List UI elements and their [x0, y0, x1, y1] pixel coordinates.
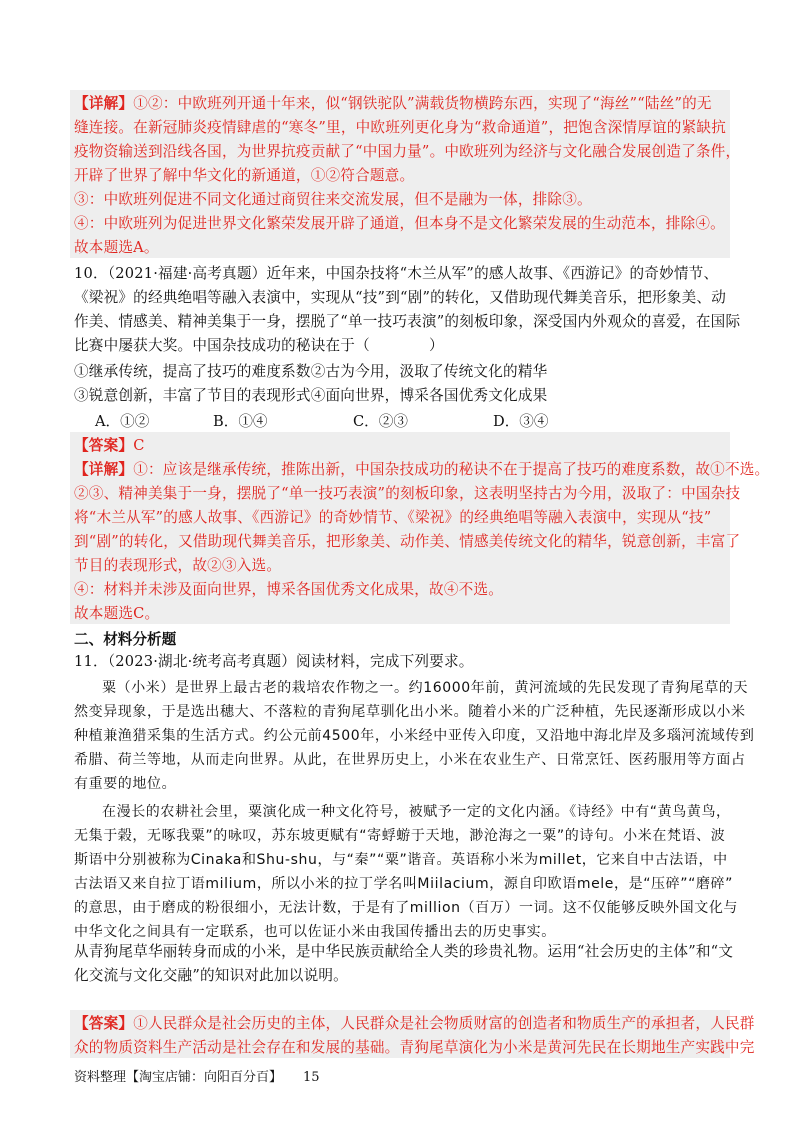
detail-line: 开辟了世界了解中华文化的新通道，①②符合题意。: [74, 167, 415, 184]
detail-10-line: 【详解】①：应该是继承传统，推陈出新，中国杂技成功的秘诀不在于提高了技巧的难度系数，故①不选。: [74, 461, 770, 478]
material-paragraph-1: 希腊、荷兰等地，从而走向世界。从此，在世界历史上，小米在农业生产、日常烹饪、医药服用等方面占: [74, 752, 746, 768]
option-c: C．②③: [353, 413, 408, 430]
material-paragraph-1: 有重要的地位。: [74, 776, 177, 792]
detail-10-line: 将“木兰从军”的感人故事、《西游记》的奇妙情节、《梁祝》的经典绝唱等融入表演中，实现从“技”: [74, 509, 712, 526]
option-d: D．③④: [493, 413, 549, 430]
detail-line: 缝连接。在新冠肺炎疫情肆虐的“寒冬”里，中欧班列更化身为“救命通道”，把饱含深情厚谊的紧缺抗: [74, 119, 726, 136]
question-11-ask: 从青狗尾草华丽转身而成的小米，是中华民族贡献给全人类的珍贵礼物。运用“社会历史的主体”和“文: [74, 943, 734, 960]
question-10-statement: ①继承传统，提高了技巧的难度系数②古为今用，汲取了传统文化的精华: [74, 363, 548, 380]
footer-source: 资料整理【淘宝店铺：向阳百分百】: [74, 1070, 283, 1085]
detail-10-line: 到“剧”的转化，又借助现代舞美音乐，把形象美、动作美、情感美传统文化的精华，锐意创新，丰富了: [74, 533, 741, 550]
answer-tag: 【答案】: [74, 437, 134, 454]
detail-10-line: 节目的表现形式，故②③入选。: [74, 557, 282, 574]
detail-10-line: ④：材料并未涉及面向世界，博采各国优秀文化成果，故④不选。: [74, 581, 504, 598]
option-b: B．①④: [213, 413, 268, 430]
detail-tag: 【详解】: [74, 95, 134, 112]
detail-10-line: ②③、精神美集于一身，摆脱了“单一技巧表演”的刻板印象，这表明坚持古为今用，汲取了：中国杂技: [74, 485, 741, 502]
question-10-line: 作美、情感美、精神美集于一身，摆脱了“单一技巧表演”的刻板印象，深受国内外观众的喜爱，在国际: [74, 313, 741, 330]
material-paragraph-2: 斯语中分别被称为Cinaka和Shu-shu，与“秦”“粟”谐音。英语称小米为millet，它来自中古法语，中: [74, 852, 728, 868]
question-11-ask: 化交流与文化交融”的知识对此加以说明。: [74, 967, 348, 984]
material-paragraph-1: 然变异现象，于是选出穗大、不落粒的青狗尾草驯化出小米。随着小米的广泛种植，先民逐渐形成以小米: [74, 704, 746, 720]
question-10-line: 《梁祝》的经典绝唱等融入表演中，实现从“技”到“剧”的转化，又借助现代舞美音乐，把形象美、动: [74, 289, 726, 306]
question-10-line: 比赛中屡获大奖。中国杂技成功的秘诀在于（ ）: [74, 337, 444, 354]
answer-11-line: 众的物质资料生产活动是社会存在和发展的基础。青狗尾草演化为小米是黄河先民在长期地生产实践中完: [74, 1039, 755, 1056]
page-number: 15: [303, 1070, 320, 1085]
option-a: A．①②: [95, 413, 150, 430]
question-10-line: 10．（2021·福建·高考真题）近年来，中国杂技将“木兰从军”的感人故事、《西游记》的奇妙情节、: [74, 265, 719, 282]
material-paragraph-2: 无集于榖，无啄我粟”的咏叹，苏东坡更赋有“寄蜉蝣于天地，渺沧海之一粟”的诗句。小米在梵语、波: [74, 828, 726, 844]
answer-10: [74, 434, 734, 458]
detail-line: 疫物资输送到沿线各国，为世界抗疫贡献了“中国力量”。中欧班列为经济与文化融合发展创造了条件，: [74, 143, 741, 160]
material-paragraph-1: 种植兼渔猎采集的生活方式。约公元前4500年，小米经中亚传入印度，又沿地中海北岸及多瑙河流域传到: [74, 728, 755, 744]
section-heading: 二、材料分析题: [74, 631, 177, 648]
material-paragraph-1: 粟（小米）是世界上最古老的栽培农作物之一。约16000年前，黄河流域的先民发现了青狗尾草的天: [102, 680, 749, 696]
answer-value: C: [133, 437, 145, 454]
material-paragraph-2: 的意思，由于磨成的粉很细小，无法计数，于是有了million（百万）一词。这不仅能够反映外国文化与: [74, 900, 739, 916]
answer-11-line: 【答案】①人民群众是社会历史的主体，人民群众是社会物质财富的创造者和物质生产的承担者，人民群: [74, 1015, 755, 1032]
material-paragraph-2: 在漫长的农耕社会里，粟演化成一种文化符号，被赋予一定的文化内涵。《诗经》中有“黄鸟黄鸟，: [102, 804, 731, 820]
detail-tag: 【详解】: [74, 461, 134, 478]
material-paragraph-2: 中华文化之间具有一定联系，也可以佐证小米由我国传播出去的历史事实。: [74, 924, 556, 940]
detail-conclusion: 故本题选A。: [74, 239, 159, 256]
answer-tag: 【答案】: [74, 1015, 134, 1032]
question-10-statement: ③锐意创新，丰富了节目的表现形式④面向世界，博采各国优秀文化成果: [74, 387, 548, 404]
material-paragraph-2: 古法语又来自拉丁语milium，所以小米的拉丁学名叫Miilacium，源自印欧语mele，是“压碎”“磨碎”: [74, 876, 734, 892]
question-11-intro: 11．（2023·湖北·统考高考真题）阅读材料，完成下列要求。: [74, 653, 474, 670]
detail-line: 【详解】①②：中欧班列开通十年来，似“钢铁驼队”满载货物横跨东西，实现了“海丝”“陆丝”的无: [74, 95, 712, 112]
detail-line: ④：中欧班列为促进世界文化繁荣发展开辟了通道，但本身不是文化繁荣发展的生动范本，排除④。: [74, 215, 725, 232]
detail-10-conclusion: 故本题选C。: [74, 605, 160, 622]
detail-line: ③：中欧班列促进不同文化通过商贸往来交流发展，但不是融为一体，排除③。: [74, 191, 592, 208]
